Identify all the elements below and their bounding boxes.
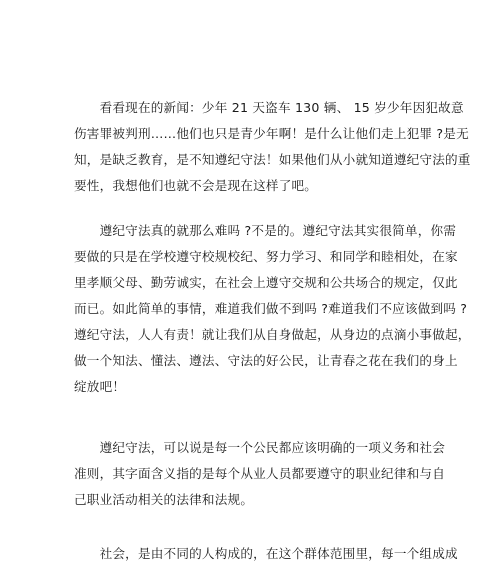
paragraph-simple [74,218,471,400]
text-line: 遵纪守法真的就那么难吗 ?不是的。遵纪守法其实很简单，你需 [74,223,457,238]
text-line: 要性，我想他们也就不会是现在这样了吧。 [74,178,318,193]
paragraph-news [74,95,471,199]
text-line: 伤害罪被判刑……他们也只是青少年啊！是什么让他们走上犯罪 ?是无 [74,126,469,141]
text-line: 己职业活动相关的法律和法规。 [74,492,254,507]
text-line: 遵纪守法，可以说是每一个公民都应该明确的一项义务和社会 [74,440,446,455]
text-line: 知，是缺乏教育，是不知遵纪守法！如果他们从小就知道遵纪守法的重 [74,152,471,167]
paragraph-society [74,541,458,567]
paragraph-definition [74,435,446,513]
text-line: 看看现在的新闻：少年 21 天盗车 130 辆、 15 岁少年因犯故意 [74,100,464,115]
text-line: 遵纪守法，人人有责！就让我们从自身做起，从身边的点滴小事做起， [74,327,471,342]
text-line: 社会，是由不同的人构成的，在这个群体范围里，每一个组成成 [74,546,458,561]
text-line: 做一个知法、懂法、遵法、守法的好公民，让青春之花在我们的身上 [74,353,458,368]
text-line: 要做的只是在学校遵守校规校纪、努力学习、和同学和睦相处，在家 [74,249,458,264]
text-line: 绽放吧！ [74,379,126,394]
text-line: 里孝顺父母、勤劳诚实，在社会上遵守交规和公共场合的规定，仅此 [74,275,458,290]
text-line: 准则，其字面含义指的是每个从业人员都要遵守的职业纪律和与自 [74,466,446,481]
text-line: 而已。如此简单的事情，难道我们做不到吗 ?难道我们不应该做到吗 ? [74,301,468,316]
